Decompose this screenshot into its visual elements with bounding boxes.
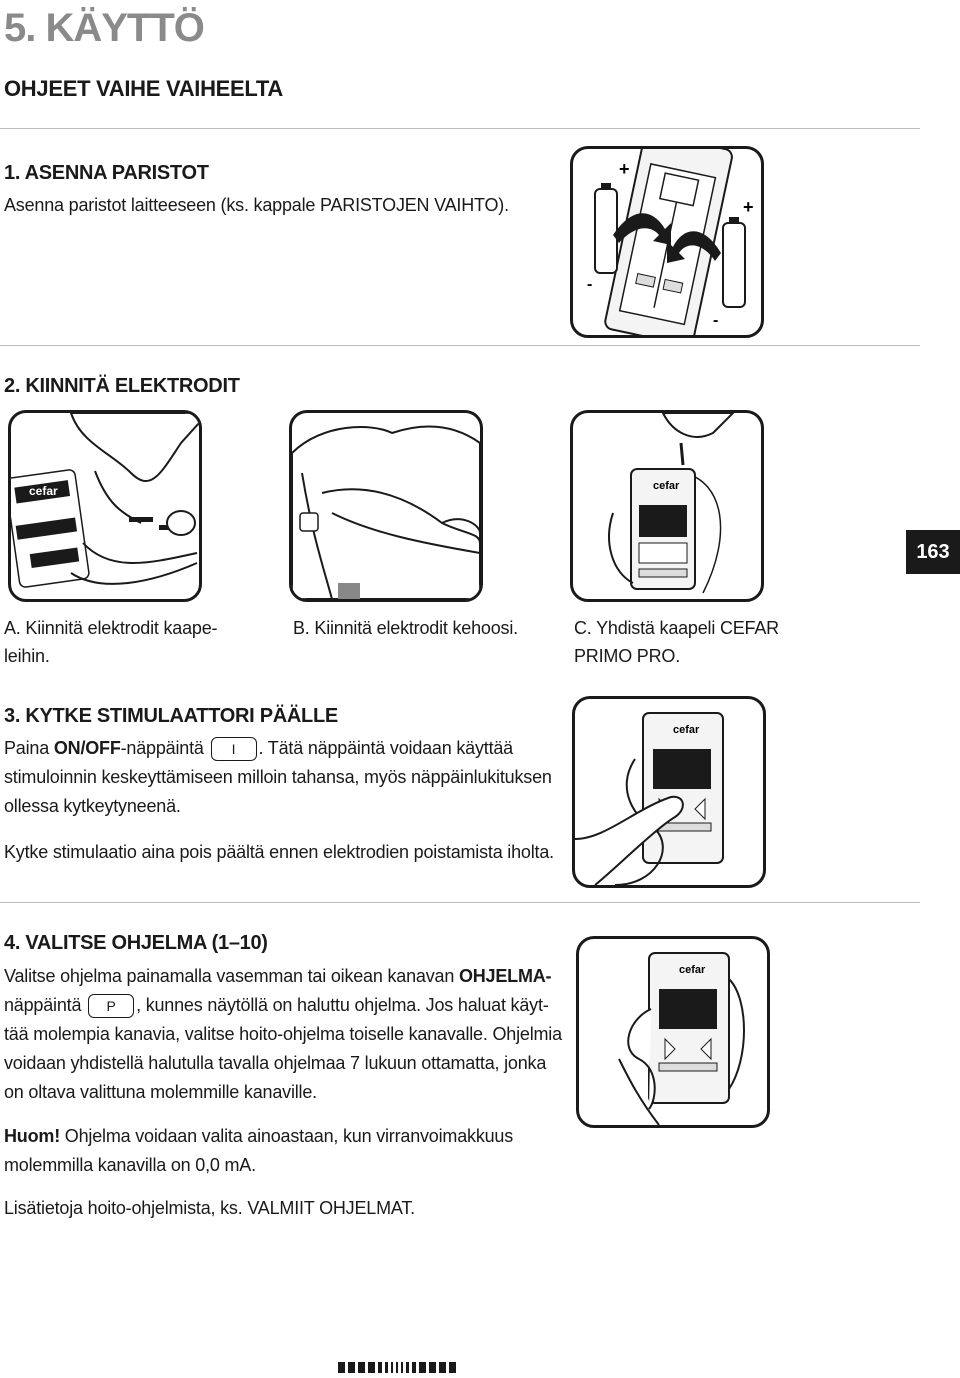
divider [0, 902, 920, 903]
section-4-note: Huom! Ohjelma voidaan valita ainoastaan, kun virranvoimakkuus molemmilla kanavilla on 0,0 mA. [4, 1126, 514, 1175]
chapter-title: 5. KÄYTTÖ [4, 6, 204, 50]
body-placement-illustration [289, 410, 483, 602]
electrode-cable-illustration [8, 410, 202, 602]
electrode-brand: cefar [29, 484, 58, 498]
device-brand: cefar [679, 964, 706, 976]
svg-text:+: + [743, 197, 754, 217]
section-3-warning: Kytke stimulaatio aina pois päältä ennen elektrodien poistamista iholta. [4, 842, 554, 862]
footer-marks [338, 1362, 456, 1373]
caption-c: C. Yhdistä kaapeli CEFAR PRIMO PRO. [574, 618, 779, 666]
section-2-title: 2. KIINNITÄ ELEKTRODIT [4, 375, 240, 397]
cable-connect-illustration [570, 410, 764, 602]
svg-text:+: + [619, 159, 630, 179]
program-select-illustration [576, 936, 770, 1128]
divider [0, 345, 920, 346]
section-3-paragraph: Paina ON/OFF-näppäintä I . Tätä näppäintä voidaan käyttää stimuloinnin keskeyttämiseen milloin tahansa, myös näppäinlukituksen ollessa kytkeytyneenä. [4, 738, 552, 816]
section-4-title: 4. VALITSE OHJELMA (1–10) [4, 932, 268, 954]
program-key-icon: P [88, 994, 134, 1018]
power-on-illustration [572, 696, 766, 888]
section-1-text: Asenna paristot laitteeseen (ks. kappale PARISTOJEN VAIHTO). [4, 195, 509, 215]
device-brand: cefar [653, 480, 680, 492]
section-4-paragraph: Valitse ohjelma painamalla vasemman tai oikean kanavan OHJELMA- näppäintä P , kunnes näytöllä on haluttu ohjelma. Jos haluat käyt- tää molempia kanavia, valitse hoito-ohjelma toiselle kanavalle. Ohjelmia voidaan yhdistellä halutulla tavalla ohjelmaa 7 lukuun ottamatta, jonka on oltava valittuna molemmille kanaville. [4, 966, 562, 1102]
svg-text:-: - [587, 276, 593, 293]
page-subtitle: OHJEET VAIHE VAIHEELTA [4, 76, 284, 101]
section-1-title: 1. ASENNA PARISTOT [4, 162, 209, 184]
svg-text:-: - [713, 312, 719, 329]
section-3-title: 3. KYTKE STIMULAATTORI PÄÄLLE [4, 705, 338, 727]
caption-b: B. Kiinnitä elektrodit kehoosi. [293, 618, 518, 638]
onoff-key-icon: I [211, 737, 257, 761]
section-4-more-info: Lisätietoja hoito-ohjelmista, ks. VALMIIT OHJELMAT. [4, 1198, 415, 1218]
page-number-tab: 163 [906, 530, 960, 574]
divider [0, 128, 920, 129]
battery-illustration [570, 146, 764, 338]
device-brand: cefar [673, 724, 700, 736]
caption-a: A. Kiinnitä elektrodit kaape- leihin. [4, 618, 218, 666]
